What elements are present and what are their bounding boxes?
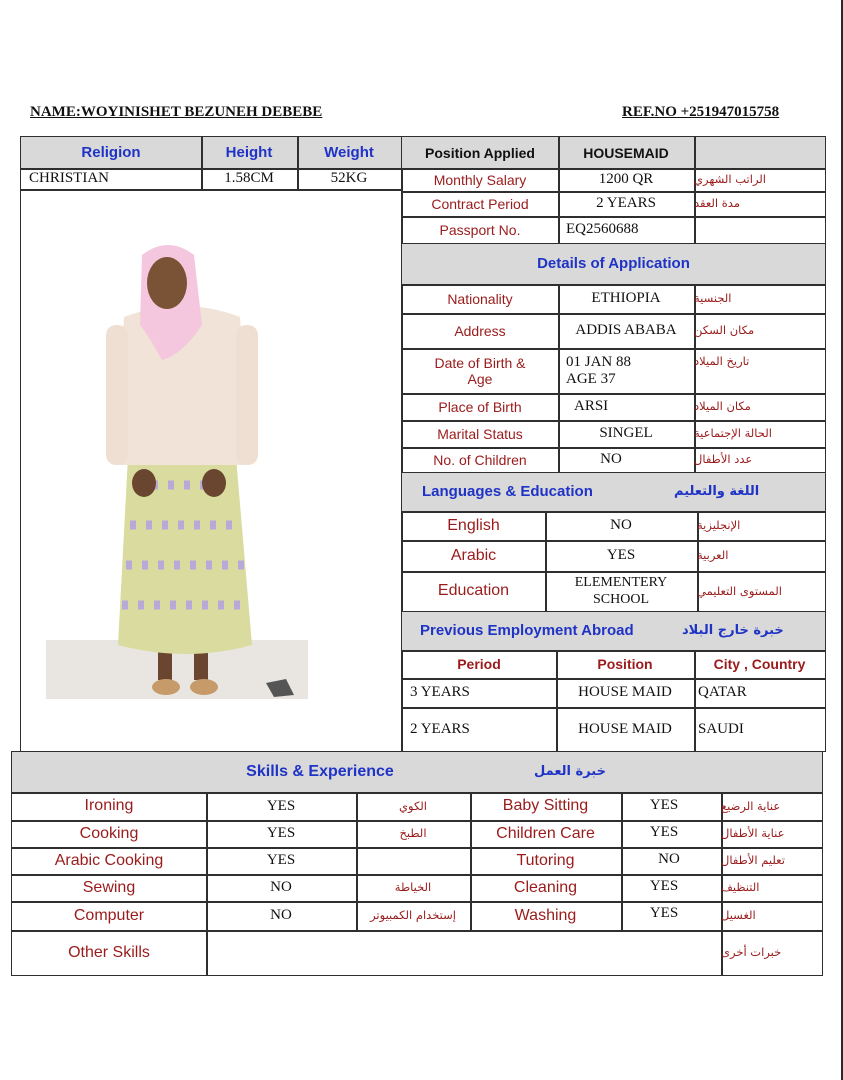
height-label: Height — [225, 144, 273, 162]
arabic-label-ar: العربية — [697, 548, 729, 563]
education-value-line1: ELEMENTERY — [574, 575, 668, 591]
dob-label-ar: تاريخ الميلاد — [694, 354, 750, 369]
skills-title-ar: خبرة العمل — [534, 763, 606, 779]
employment-position-2: HOUSE MAID — [578, 721, 672, 738]
employment-period-2: 2 YEARS — [410, 721, 470, 738]
place-of-birth-value: ARSI — [574, 398, 609, 415]
employment-period-1: 3 YEARS — [410, 684, 470, 701]
employment-country-1: QATAR — [698, 684, 747, 701]
english-label: English — [447, 516, 500, 534]
position-applied-label: Position Applied — [425, 144, 535, 161]
skill-washing: Washing — [514, 906, 577, 924]
skill-baby-sitting-ar: عناية الرضيع — [721, 798, 781, 813]
contract-label-ar: مدة العقد — [694, 196, 740, 211]
address-label: Address — [454, 322, 506, 339]
marital-status-value: SINGEL — [599, 425, 653, 442]
skill-cleaning-value: YES — [649, 878, 679, 895]
skill-computer-ar: إستخدام الكمبيوتر — [370, 908, 456, 923]
nationality-label-ar: الجنسية — [694, 291, 732, 306]
other-skills-value — [206, 931, 721, 975]
position-applied-value: HOUSEMAID — [583, 144, 669, 161]
period-header: Period — [457, 656, 501, 673]
nationality-value: ETHIOPIA — [591, 290, 661, 307]
employment-position-1: HOUSE MAID — [578, 684, 672, 701]
place-of-birth-label: Place of Birth — [438, 398, 522, 415]
children-label-ar: عدد الأطفال — [694, 452, 753, 467]
reference-number: REF.NO +251947015758 — [622, 104, 780, 120]
address-value: ADDIS ABABA — [575, 322, 677, 339]
other-skills-label: Other Skills — [68, 943, 150, 961]
position-header: Position — [597, 656, 653, 673]
skill-ironing-ar: الكوي — [399, 798, 427, 813]
contract-value: 2 YEARS — [596, 195, 656, 212]
skill-cleaning-ar: التنظيف — [721, 880, 760, 895]
employment-title-ar: خبرة خارج البلاد — [682, 622, 784, 638]
skill-sewing-ar: الخياطة — [394, 880, 432, 895]
languages-title: Languages & Education — [422, 483, 593, 501]
dob-age: AGE 37 — [566, 371, 616, 387]
passport-value: EQ2560688 — [566, 221, 639, 238]
skill-baby-sitting-value: YES — [649, 796, 679, 813]
languages-title-ar: اللغة والتعليم — [674, 483, 760, 499]
contract-label: Contract Period — [431, 195, 529, 212]
religion-label: Religion — [81, 144, 141, 162]
skill-tutoring-ar: تعليم الأطفال — [721, 853, 785, 868]
skill-baby-sitting: Baby Sitting — [502, 797, 589, 815]
skill-computer: Computer — [73, 906, 145, 924]
nationality-label: Nationality — [447, 290, 513, 307]
religion-value: CHRISTIAN — [29, 170, 110, 187]
skill-computer-value: NO — [270, 907, 292, 924]
skill-ironing: Ironing — [84, 797, 134, 815]
skill-cooking: Cooking — [79, 824, 139, 842]
children-value: NO — [600, 451, 622, 468]
skill-tutoring-value: NO — [658, 851, 680, 868]
skill-arabic-cooking: Arabic Cooking — [54, 851, 164, 869]
skill-cooking-value: YES — [266, 825, 296, 842]
marital-status-label-ar: الحالة الإجتماعية — [694, 426, 772, 441]
salary-value: 1200 QR — [598, 171, 654, 188]
employment-title: Previous Employment Abroad — [420, 622, 634, 640]
salary-label: Monthly Salary — [433, 171, 527, 188]
salary-label-ar: الراتب الشهري — [694, 172, 766, 187]
skill-ironing-value: YES — [266, 797, 296, 814]
city-country-header: City , Country — [713, 656, 806, 673]
skill-cleaning: Cleaning — [513, 878, 578, 896]
employment-country-2: SAUDI — [698, 721, 744, 738]
candidate-photo — [46, 225, 308, 699]
english-label-ar: الإنجليزية — [697, 518, 741, 533]
candidate-name: NAME:WOYINISHET BEZUNEH DEBEBE — [30, 104, 323, 120]
skill-arabic-cooking-value: YES — [266, 852, 296, 869]
other-skills-label-ar: خبرات أخرى — [721, 945, 782, 960]
skill-sewing: Sewing — [82, 878, 136, 896]
dob-date: 01 JAN 88 — [566, 353, 632, 370]
education-label: Education — [437, 582, 510, 600]
skill-cooking-ar: الطبخ — [399, 826, 427, 841]
weight-value: 52KG — [330, 170, 368, 187]
education-value — [545, 572, 697, 611]
details-title: Details of Application — [402, 244, 825, 284]
dob-label: Date of Birth & Age — [434, 354, 526, 387]
children-label: No. of Children — [433, 451, 527, 468]
height-value: 1.58CM — [224, 170, 274, 187]
passport-label: Passport No. — [439, 221, 521, 238]
skill-children-care: Children Care — [496, 824, 595, 842]
skill-children-care-ar: عناية الأطفال — [721, 826, 785, 841]
weight-label: Weight — [324, 144, 374, 162]
marital-status-label: Marital Status — [437, 425, 523, 442]
skill-children-care-value: YES — [649, 824, 679, 841]
skill-tutoring: Tutoring — [516, 851, 575, 869]
dob-value — [558, 349, 694, 393]
skill-washing-value: YES — [649, 905, 679, 922]
arabic-label: Arabic — [450, 546, 497, 564]
english-value: NO — [610, 517, 632, 534]
place-of-birth-label-ar: مكان الميلاد — [694, 399, 751, 414]
skill-washing-ar: الغسيل — [721, 908, 756, 923]
arabic-value: YES — [606, 547, 636, 564]
skills-title: Skills & Experience — [246, 762, 394, 780]
education-value-line2: SCHOOL — [592, 591, 649, 607]
education-label-ar: المستوى التعليمي — [697, 583, 782, 598]
skill-sewing-value: NO — [270, 879, 292, 896]
address-label-ar: مكان السكن — [694, 323, 755, 338]
